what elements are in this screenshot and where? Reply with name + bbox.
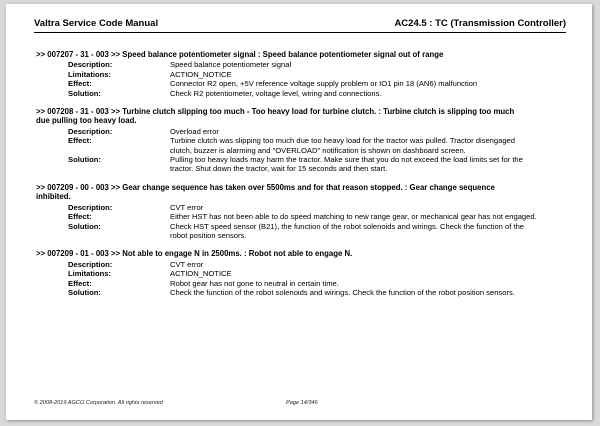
effect-row [36, 136, 566, 155]
field-label: Limitations: [68, 69, 112, 79]
fault-code-title: >> 007209 - 01 - 003 >> Not able to engage N in 2500ms. : Robot not able to engage N. [36, 249, 353, 259]
field-label: Solution: [68, 155, 101, 165]
field-value: Turbine clutch was slipping too much due too heavy load for the tractor was pulled. Tractor disengaged [170, 136, 516, 146]
description-row [36, 203, 566, 212]
field-value: CVT error [170, 202, 204, 212]
field-label: Description: [68, 259, 113, 269]
effect-row [36, 279, 566, 288]
copyright-notice: © 2008-2019 AGCO Corporation. All rights reserved [34, 400, 163, 406]
manual-title: Valtra Service Code Manual [34, 18, 159, 29]
field-value: Check HST speed sensor (B21), the function of the robot solenoids and wirings. Check the function of the [170, 221, 525, 231]
section-title: AC24.5 : TC (Transmission Controller) [394, 18, 566, 29]
field-label: Effect: [68, 212, 92, 222]
solution-row [36, 89, 566, 98]
limitations-row [36, 269, 566, 278]
field-value: Check the function of the robot solenoids and wirings. Check the function of the robot position sensors. [170, 287, 515, 297]
field-label: Effect: [68, 136, 92, 146]
fault-code-entry [36, 50, 566, 98]
field-value: Either HST has not been able to do speed matching to new range gear, or mechanical gear has not engaged. [170, 212, 537, 222]
field-value: Overload error [170, 126, 219, 136]
field-label: Solution: [68, 88, 101, 98]
fault-code-title: >> 007207 - 31 - 003 >> Speed balance potentiometer signal : Speed balance potentiometer signal out of range [36, 50, 444, 59]
field-label: Solution: [68, 287, 101, 297]
solution-row [36, 288, 566, 297]
fault-code-entry [36, 107, 566, 174]
field-value: CVT error [170, 259, 204, 269]
field-value: tractor. Shut down the tractor, wait for 15 seconds and then start. [170, 164, 388, 174]
page-number: Page 14/346 [286, 400, 318, 406]
page-header [34, 16, 566, 33]
fault-code-title [36, 107, 566, 126]
effect-row [36, 212, 566, 221]
field-value: ACTION_NOTICE [170, 69, 232, 79]
field-label: Limitations: [68, 269, 112, 279]
title-line: due pulling too heavy load. [36, 116, 137, 126]
fault-code-entry [36, 183, 566, 240]
effect-row [36, 79, 566, 88]
field-label: Description: [68, 60, 113, 70]
field-value: Robot gear has not gone to neutral in certain time. [170, 278, 339, 288]
description-row [36, 127, 566, 136]
field-label: Effect: [68, 79, 92, 89]
page-content [36, 50, 566, 306]
solution-row [36, 155, 566, 174]
solution-row [36, 222, 566, 241]
field-value: clutch, buzzer is alarming and "OVERLOAD" notification is shown on dashboard screen. [170, 145, 466, 155]
fault-code-entry [36, 249, 566, 297]
title-line: >> 007208 - 31 - 003 >> Turbine clutch slipping too much - Too heavy load for turbine clutch. : Turbine clutch is slipping too much [36, 107, 515, 117]
title-line: >> 007209 - 00 - 003 >> Gear change sequence has taken over 5500ms and for that reason stopped. : Gear change sequence [36, 182, 495, 192]
field-label: Description: [68, 202, 113, 212]
field-value: robot position sensors. [170, 230, 247, 240]
field-label: Solution: [68, 221, 101, 231]
fault-code-title [36, 183, 566, 202]
manual-page [6, 4, 592, 420]
field-value: Pulling too heavy loads may harm the tractor. Make sure that you do not exceed the load limits set for the [170, 155, 523, 165]
limitations-row [36, 70, 566, 79]
field-label: Description: [68, 126, 113, 136]
field-label: Effect: [68, 278, 92, 288]
field-value: Connector R2 open, +5V reference voltage supply problem or IO1 pin 18 (AN6) malfunction [170, 79, 478, 89]
description-row [36, 260, 566, 269]
title-line: inhibited. [36, 192, 71, 202]
description-row [36, 60, 566, 69]
field-value: Check R2 potentiometer, voltage level, wiring and connections. [170, 88, 382, 98]
field-value: Speed balance potentiometer signal [170, 60, 292, 70]
field-value: ACTION_NOTICE [170, 269, 232, 279]
